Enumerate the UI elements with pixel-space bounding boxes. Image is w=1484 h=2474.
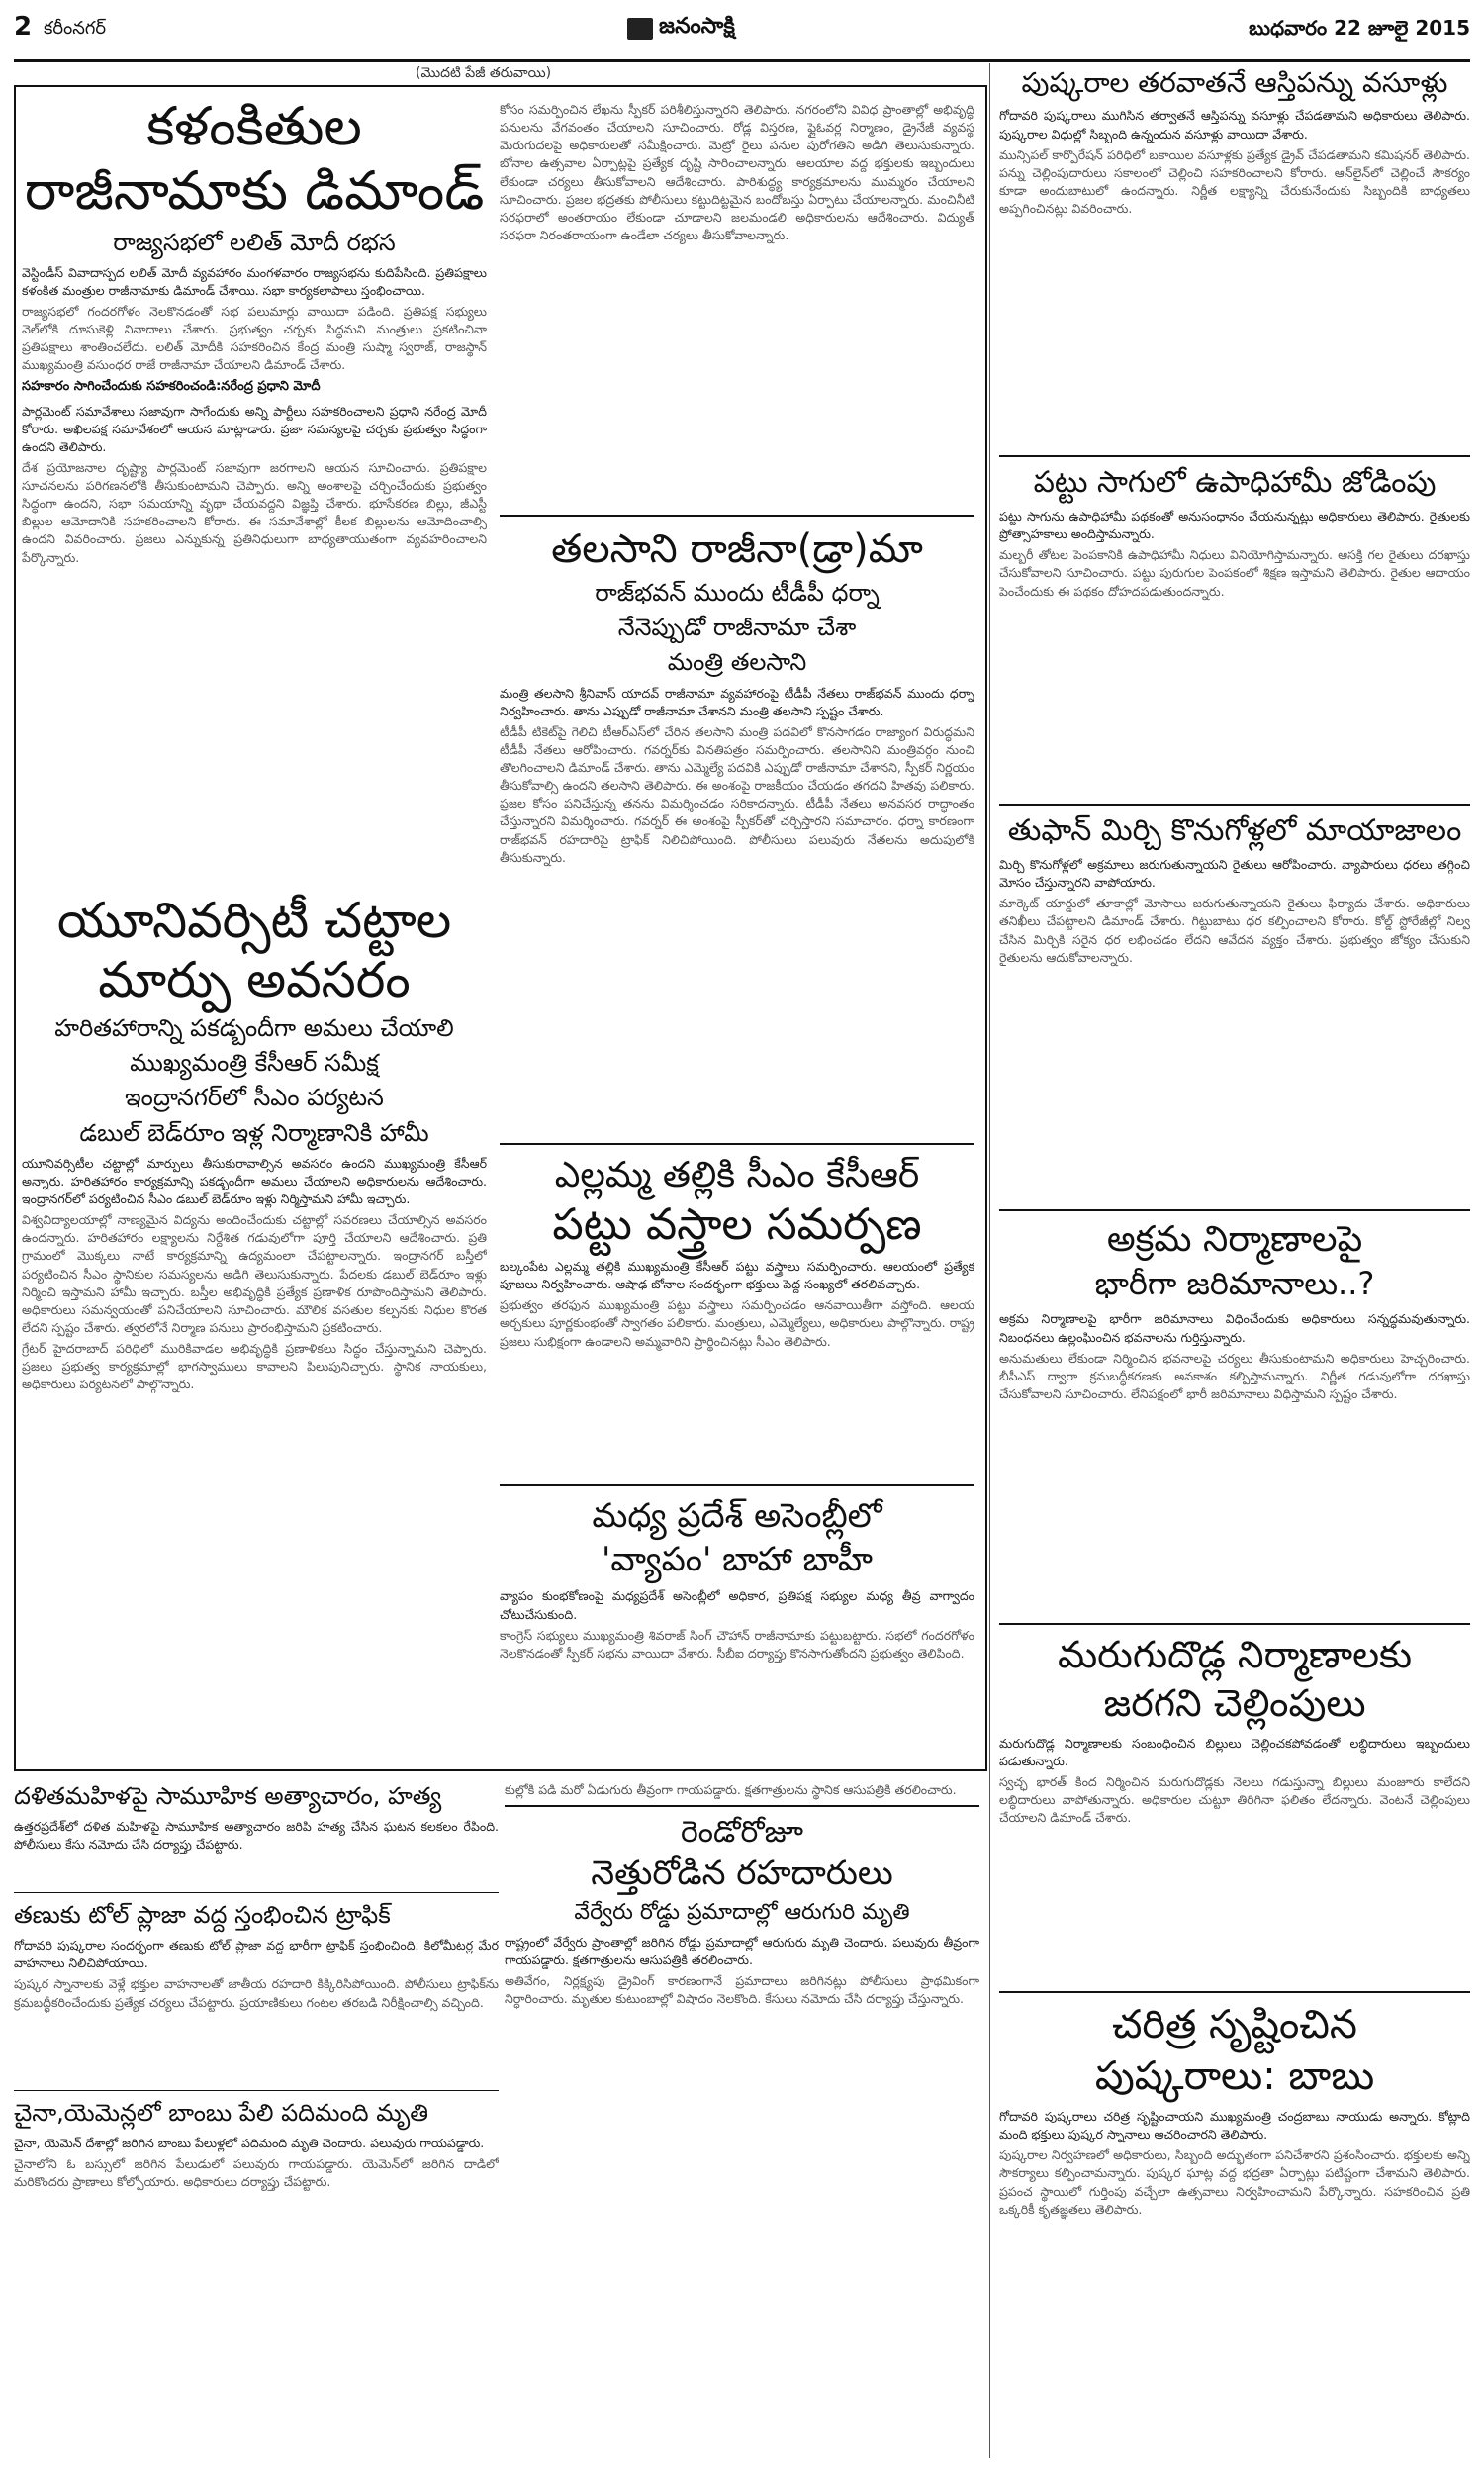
headline: పుష్కరాల తరవాతనే ఆస్తిపన్ను వసూళ్లు [1021, 66, 1448, 99]
story-kalankitula [22, 95, 487, 847]
headline-line2: నెత్తురోడిన రహదారులు [591, 1854, 893, 1894]
page-header [14, 8, 1470, 62]
headline-line2: రాజీనామాకు డిమాండ్ [24, 158, 485, 222]
headline-line1: కళంకితుల [146, 95, 362, 157]
story-body-2: పార్లమెంట్ సమావేశాలు సజావుగా సాగేందుకు అన్ని పార్టీలు సహకరించాలని ప్రధాని నరేంద్ర మోదీ కోరారు. అఖిలపక్ష సమావేశంలో ఆయన మాట్లాడారు. ప్రజా సమస్యలపై చర్చకు ప్రభుత్వం సిద్ధంగా ఉందని తెలిపారు. దేశ ప్రయోజనాల దృష్ట్యా పార్లమెంట్ సజావుగా జరగాలని ఆయన సూచించారు. ప్రతిపక్షాల సూచనలను పరిగణనలోకి తీసుకుంటామని చెప్పారు. అన్ని అంశాలపై చర్చించేందుకు ప్రభుత్వం సిద్ధంగా ఉందని, సభా సమయాన్ని వృథా చేయవద్దని విజ్ఞప్తి చేశారు. భూసేకరణ బిల్లు, జీఎస్టీ బిల్లుల ఆమోదానికి సహకరించాలని కోరారు. ఈ సమావేశాల్లో కీలక బిల్లులను ఆమోదించాల్సి ఉందని వివరించారు. ప్రజలు ఎన్నుకున్న ప్రతినిధులుగా బాధ్యతాయుతంగా వ్యవహరించాలని పేర్కొన్నారు. [22, 403, 487, 565]
divider [500, 1484, 974, 1486]
subheadline: రాజ్యసభలో లలిత్ మోదీ రభస [113, 228, 396, 256]
story-body: వ్యాపం కుంభకోణంపై మధ్యప్రదేశ్ అసెంబ్లీలో అధికార, ప్రతిపక్ష సభ్యుల మధ్య తీవ్ర వాగ్వాదం చోటుచేసుకుంది. కాంగ్రెస్ సభ్యులు ముఖ్యమంత్రి శివరాజ్ సింగ్ చౌహాన్ రాజీనామాకు పట్టుబట్టారు. సభలో గందరగోళం నెలకొనడంతో స్పీకర్ సభను వాయిదా వేశారు. సీబీఐ దర్యాప్తు కొనసాగుతోందని ప్రభుత్వం తెలిపింది. [500, 1588, 974, 1661]
story-body: బల్కంపేట ఎల్లమ్మ తల్లికి ముఖ్యమంత్రి కేసీఆర్ పట్టు వస్త్రాలు సమర్పించారు. ఆలయంలో ప్రత్యేక పూజలు నిర్వహించారు. ఆషాఢ బోనాల సందర్భంగా భక్తులు పెద్ద సంఖ్యలో తరలివచ్చారు. ప్రభుత్వం తరఫున ముఖ్యమంత్రి పట్టు వస్త్రాలు సమర్పించడం ఆనవాయితీగా వస్తోంది. ఆలయ అర్చకులు పూర్ణకుంభంతో స్వాగతం పలికారు. మంత్రులు, ఎమ్మెల్యేలు, అధికారులు పాల్గొన్నారు. రాష్ట్ర ప్రజలు సుభిక్షంగా ఉండాలని అమ్మవారిని ప్రార్థించినట్లు సీఎం తెలిపారు. [500, 1259, 974, 1349]
headline: చైనా,యెమెన్లలో బాంబు పేలి పదిమంది మృతి [14, 2099, 429, 2127]
masthead-logo-icon [627, 18, 653, 40]
section-name: కరీంనగర్ [44, 18, 106, 39]
story-property-tax [999, 65, 1470, 451]
headline: తలసాని రాజీనా(డ్రా)మా [551, 526, 923, 572]
issue-date: బుధవారం 22 జూలై 2015 [1249, 16, 1470, 40]
story-body: మరుగుదొడ్ల నిర్మాణాలకు సంబంధించిన బిల్లులు చెల్లించకపోవడంతో లబ్ధిదారులు ఇబ్బందులు పడుతున్నారు. స్వచ్ఛ భారత్ కింద నిర్మించిన మరుగుదొడ్లకు నెలలు గడుస్తున్నా బిల్లులు మంజూరు కాలేదని లబ్ధిదారులు వాపోతున్నారు. అధికారుల చుట్టూ తిరిగినా ఫలితం లేదన్నారు. వెంటనే చెల్లింపులు చేయాలని డిమాండ్ చేశారు. [999, 1735, 1470, 1826]
divider [999, 1623, 1470, 1625]
story-china-yemen [14, 2098, 499, 2256]
side-subhead: సహకారం సాగించేందుకు సహకరించండి:నరేంద్ర ప్రధాని మోదీ [22, 378, 321, 394]
subheadline-3: ఇంద్రానగర్‌లో సీఎం పర్యటన [125, 1084, 384, 1112]
headline-line1: రెండోరోజూ [681, 1815, 803, 1851]
continued-label: (మొదటి పేజీ తరువాయి) [416, 65, 552, 81]
story-body: మంత్రి తలసాని శ్రీనివాస్ యాదవ్ రాజీనామా వ్యవహారంపై టీడీపీ నేతలు రాజ్‌భవన్ ముందు ధర్నా నిర్వహించారు. తాను ఎప్పుడో రాజీనామా చేశానని మంత్రి తలసాని స్పష్టం చేశారు. టీడీపీ టికెట్‌పై గెలిచి టీఆర్‌ఎస్‌లో చేరిన తలసాని మంత్రి పదవిలో కొనసాగడం రాజ్యాంగ విరుద్ధమని టీడీపీ నేతలు ఆరోపించారు. గవర్నర్‌కు వినతిపత్రం సమర్పించారు. తలసానిని మంత్రివర్గం నుంచి తొలగించాలని డిమాండ్ చేశారు. తాను ఎమ్మెల్యే పదవికి ఎప్పుడో రాజీనామా చేశానని, స్పీకర్ నిర్ణయం తీసుకోవాల్సి ఉందని తలసాని తెలిపారు. ఈ అంశంపై రాజకీయం చేయడం తగదని హితవు పలికారు. ప్రజల కోసం పనిచేస్తున్న తనను విమర్శించడం సరికాదన్నారు. టీడీపీ నేతలు అనవసర రాద్ధాంతం చేస్తున్నారని విమర్శించారు. గవర్నర్ ఈ అంశంపై స్పీకర్‌తో చర్చిస్తారని సమాచారం. ధర్నా కారణంగా రాజ్‌భవన్ రహదారిపై ట్రాఫిక్ నిలిచిపోయింది. పోలీసులు పలువురు నేతలను అదుపులోకి తీసుకున్నారు. [500, 685, 974, 865]
divider [500, 515, 974, 517]
story-talasani [500, 524, 974, 1138]
subheadline: వేర్వేరు రోడ్డు ప్రమాదాల్లో ఆరుగురి మృతి [574, 1900, 910, 1926]
subheadline-1: రాజ్‌భవన్ ముందు టీడీపీ ధర్నా [595, 579, 880, 607]
headline-line2: జరగని చెల్లింపులు [1103, 1681, 1366, 1726]
divider [500, 1143, 974, 1145]
divider [999, 804, 1470, 806]
story-illegal-constructions [999, 1217, 1470, 1613]
divider [999, 1991, 1470, 1993]
story-body: వెస్టిండీస్ వివాదాస్పద లలిత్ మోదీ వ్యవహారం మంగళవారం రాజ్యసభను కుదిపేసింది. ప్రతిపక్షాలు కళంకిత మంత్రుల రాజీనామాకు డిమాండ్ చేశాయి. సభా కార్యకలాపాలు స్తంభించాయి. రాజ్యసభలో గందరగోళం నెలకొనడంతో సభ పలుమార్లు వాయిదా పడింది. ప్రతిపక్ష సభ్యులు వెల్‌లోకి దూసుకెళ్లి నినాదాలు చేశారు. ప్రభుత్వం చర్చకు సిద్ధమని మంత్రులు ప్రకటించినా ప్రతిపక్షాలు శాంతించలేదు. లలిత్ మోదీకి సహకరించిన కేంద్ర మంత్రి సుష్మా స్వరాజ్, రాజస్థాన్ ముఖ్యమంత్రి వసుంధర రాజే రాజీనామా చేయాలని డిమాండ్ చేశారు. [22, 264, 487, 373]
headline-line2: పుష్కరాలు: బాబు [1094, 2053, 1375, 2099]
story-talasani-top-body [500, 95, 974, 511]
story-vyapam [500, 1494, 974, 1761]
headline-line1: మరుగుదొడ్ల నిర్మాణాలకు [1057, 1633, 1413, 1676]
story-body: మిర్చి కొనుగోళ్లలో అక్రమాలు జరుగుతున్నాయని రైతులు ఆరోపించారు. వ్యాపారులు ధరలు తగ్గించి మోసం చేస్తున్నారని వాపోయారు. మార్కెట్ యార్డులో తూకాల్లో మోసాలు జరుగుతున్నాయని రైతులు ఫిర్యాదు చేశారు. అధికారులు తనిఖీలు చేపట్టాలని డిమాండ్ చేశారు. గిట్టుబాటు ధర కల్పించాలని కోరారు. కోల్డ్ స్టోరేజీల్లో నిల్వ చేసిన మిర్చికి సరైన ధర లభించడం లేదని ఆవేదన వ్యక్తం చేశారు. ప్రభుత్వం జోక్యం చేసుకుని రైతులను ఆదుకోవాలన్నారు. [999, 857, 1470, 965]
headline: తుఫాన్ మిర్చి కొనుగోళ్లలో మాయాజాలం [1007, 813, 1462, 848]
story-body: ఉత్తరప్రదేశ్‌లో దళిత మహిళపై సామూహిక అత్యాచారం జరిపి హత్య చేసిన ఘటన కలకలం రేపింది. పోలీసులు కేసు నమోదు చేసి దర్యాప్తు చేపట్టారు. [14, 1819, 499, 1853]
headline-line1: ఎల్లమ్మ తల్లికి సీఎం కేసీఆర్ [554, 1155, 920, 1195]
story-body: అక్రమ నిర్మాణాలపై భారీగా జరిమానాలు విధించేందుకు అధికారులు సన్నద్ధమవుతున్నారు. నిబంధనలు ఉల్లంఘించిన భవనాలను గుర్తిస్తున్నారు. అనుమతులు లేకుండా నిర్మించిన భవనాలపై చర్యలు తీసుకుంటామని అధికారులు హెచ్చరించారు. బీపీఎస్ ద్వారా క్రమబద్ధీకరణకు అవకాశం కల్పిస్తామన్నారు. నిర్ణీత గడువులోగా దరఖాస్తు చేసుకోవాలని సూచించారు. లేనిపక్షంలో భారీ జరిమానాలు విధిస్తామని స్పష్టం చేశారు. [999, 1311, 1470, 1401]
story-body: చైనా, యెమెన్ దేశాల్లో జరిగిన బాంబు పేలుళ్లలో పదిమంది మృతి చెందారు. పలువురు గాయపడ్డారు. చైనాలోని ఓ బస్సులో జరిగిన పేలుడులో పలువురు గాయపడ్డారు. యెమెన్‌లో జరిగిన దాడిలో మరికొందరు ప్రాణాలు కోల్పోయారు. అధికారులు దర్యాప్తు చేపట్టారు. [14, 2136, 499, 2190]
story-university-acts [22, 891, 487, 1761]
story-yellamma [500, 1153, 974, 1479]
story-body: కోసం సమర్పించిన లేఖను స్పీకర్ పరిశీలిస్తున్నారని తెలిపారు. నగరంలోని వివిధ ప్రాంతాల్లో అభివృద్ధి పనులను వేగవంతం చేయాలని సూచించారు. రోడ్ల విస్తరణ, ఫ్లైఓవర్ల నిర్మాణం, డ్రైనేజీ వ్యవస్థ మెరుగుదలపై అధికారులతో సమీక్షించారు. మెట్రో రైలు పనుల పురోగతిని అడిగి తెలుసుకున్నారు. బోనాల ఉత్సవాల ఏర్పాట్లపై ప్రత్యేక దృష్టి సారించాలన్నారు. ఆలయాల వద్ద భక్తులకు ఇబ్బందులు లేకుండా చర్యలు తీసుకోవాలని ఆదేశించారు. పారిశుద్ధ్య కార్యక్రమాలను ముమ్మరం చేయాలని సూచించారు. ప్రజల భద్రతకు పోలీసులు కట్టుదిట్టమైన బందోబస్తు ఏర్పాటు చేయాలన్నారు. మంచినీటి సరఫరాలో అంతరాయం లేకుండా చూడాలని జలమండలి అధికారులను ఆదేశించారు. విద్యుత్ సరఫరా నిరంతరాయంగా ఉండేలా చర్యలు తీసుకోవాలన్నారు. [500, 102, 974, 242]
divider [14, 2090, 499, 2091]
story-dalit-woman [14, 1781, 499, 1890]
divider [999, 455, 1470, 457]
headline: తణుకు టోల్ ప్లాజా వద్ద స్తంభించిన ట్రాఫిక్ [14, 1901, 391, 1929]
story-body: గోదావరి పుష్కరాలు ముగిసిన తర్వాతనే ఆస్తిపన్ను వసూళ్లు చేపడతామని అధికారులు తెలిపారు. పుష్కరాల విధుల్లో సిబ్బంది ఉన్నందున వసూళ్లు వాయిదా వేశారు. మున్సిపల్ కార్పొరేషన్ పరిధిలో బకాయిల వసూళ్లకు ప్రత్యేక డ్రైవ్ చేపడతామని కమిషనర్ తెలిపారు. పన్ను చెల్లింపుదారులు సకాలంలో చెల్లించి సహకరించాలని కోరారు. ఆన్‌లైన్‌లో చెల్లించే సౌకర్యం కూడా అందుబాటులో ఉందన్నారు. నిర్ణీత లక్ష్యాన్ని చేరుకునేందుకు సిబ్బందికి బాధ్యతలు అప్పగించినట్లు వివరించారు. [999, 108, 1470, 217]
story-body: గోదావరి పుష్కరాలు చరిత్ర సృష్టించాయని ముఖ్యమంత్రి చంద్రబాబు నాయుడు అన్నారు. కోట్లాది మంది భక్తులు పుష్కర స్నానాలు ఆచరించారని తెలిపారు. పుష్కరాల నిర్వహణలో అధికారులు, సిబ్బంది అద్భుతంగా పనిచేశారని ప్రశంసించారు. భక్తులకు అన్ని సౌకర్యాలు కల్పించామన్నారు. పుష్కర ఘాట్ల వద్ద భద్రతా ఏర్పాట్లు పటిష్టంగా చేశామని తెలిపారు. ప్రపంచ స్థాయిలో గుర్తింపు వచ్చేలా ఉత్సవాలు నిర్వహించామని పేర్కొన్నారు. సహకరించిన ప్రతి ఒక్కరికీ కృతజ్ఞతలు తెలిపారు. [999, 2109, 1470, 2217]
story-tanuku-toll [14, 1900, 499, 2088]
headline-line2: భారీగా జరిమానాలు..? [1094, 1264, 1375, 1302]
story-body: రాష్ట్రంలో వేర్వేరు ప్రాంతాల్లో జరిగిన రోడ్డు ప్రమాదాల్లో ఆరుగురు మృతి చెందారు. పలువురు తీవ్రంగా గాయపడ్డారు. క్షతగాత్రులను ఆసుపత్రికి తరలించారు. అతివేగం, నిర్లక్ష్యపు డ్రైవింగ్ కారణంగానే ప్రమాదాలు జరిగినట్లు పోలీసులు ప్రాథమికంగా నిర్ధారించారు. మృతుల కుటుంబాల్లో విషాదం నెలకొంది. కేసులు నమోదు చేసి దర్యాప్తు చేస్తున్నారు. [505, 1934, 979, 2007]
story-pushkaralu-history [999, 1999, 1470, 2454]
headline: పట్టు సాగులో ఉపాధిహామీ జోడింపు [1033, 465, 1437, 500]
subheadline-1: హరితహారాన్ని పకడ్బందీగా అమలు చేయాలి [54, 1014, 454, 1042]
masthead [627, 14, 735, 44]
story-road-accidents [505, 1781, 979, 2256]
headline: దళితమహిళపై సామూహిక అత్యాచారం, హత్య [14, 1782, 442, 1810]
column-divider [989, 63, 990, 2458]
divider [999, 1209, 1470, 1211]
headline-line1: చరిత్ర సృష్టించిన [1112, 2002, 1357, 2047]
subheadline-2: ముఖ్యమంత్రి కేసీఆర్ సమీక్ష [130, 1049, 379, 1078]
story-toilets [999, 1631, 1470, 1987]
subheadline-2: నేనెప్పుడో రాజీనామా చేశా [617, 614, 857, 642]
masthead-title: జనంసాక్షి [659, 14, 735, 39]
story-silk-farming [999, 463, 1470, 800]
headline-line2: పట్టు వస్త్రాల సమర్పణ [552, 1199, 922, 1250]
divider [14, 1892, 499, 1893]
story-body: పట్టు సాగును ఉపాధిహామీ పథకంతో అనుసంధానం చేయనున్నట్లు అధికారులు తెలిపారు. రైతులకు ప్రోత్సాహకాలు అందిస్తామన్నారు. మల్బరీ తోటల పెంపకానికి ఉపాధిహామీ నిధులు వినియోగిస్తామన్నారు. ఆసక్తి గల రైతులు దరఖాస్తు చేసుకోవాలని సూచించారు. పట్టు పురుగుల పెంపకంలో శిక్షణ ఇస్తామని తెలిపారు. రైతుల ఆదాయం పెంచేందుకు ఈ పథకం దోహదపడుతుందన్నారు. [999, 509, 1470, 599]
headline-line2: 'వ్యాపం' బాహా బాహీ [602, 1540, 873, 1580]
story-mirchi [999, 811, 1470, 1207]
subheadline-4: డబుల్ బెడ్‌రూం ఇళ్ల నిర్మాణానికి హామీ [79, 1118, 429, 1147]
headline-line1: యూనివర్సిటీ చట్టాల [56, 892, 452, 949]
subheadline-3: మంత్రి తలసాని [667, 648, 807, 677]
headline-line1: అక్రమ నిర్మాణాలపై [1106, 1219, 1363, 1260]
headline-line1: మధ్య ప్రదేశ్ అసెంబ్లీలో [592, 1496, 882, 1536]
headline-line2: మార్పు అవసరం [98, 951, 411, 1008]
story-body-lead: కుల్లోకి పడి మరో ఏడుగురు తీవ్రంగా గాయపడ్డారు. క్షతగాత్రులను స్థానిక ఆసుపత్రికి తరలించారు. [505, 1782, 957, 1797]
story-body: యూనివర్సిటీల చట్టాల్లో మార్పులు తీసుకురావాల్సిన అవసరం ఉందని ముఖ్యమంత్రి కేసీఆర్ అన్నారు. హరితహారం కార్యక్రమాన్ని పకడ్బందీగా అమలు చేయాలని అధికారులను ఆదేశించారు. ఇంద్రానగర్‌లో పర్యటించిన సీఎం డబుల్ బెడ్‌రూం ఇళ్లు నిర్మిస్తామని హామీ ఇచ్చారు. విశ్వవిద్యాలయాల్లో నాణ్యమైన విద్యను అందించేందుకు చట్టాల్లో సవరణలు చేయాల్సిన అవసరం ఉందన్నారు. హరితహారం లక్ష్యాలను నిర్దేశిత గడువులోగా పూర్తి చేయాలని ఆదేశించారు. ప్రతి గ్రామంలో మొక్కలు నాటే కార్యక్రమాన్ని ఉద్యమంలా చేపట్టాలన్నారు. ఇంద్రానగర్ బస్తీలో పర్యటించిన సీఎం స్థానికుల సమస్యలను అడిగి తెలుసుకున్నారు. పేదలకు డబుల్ బెడ్‌రూం ఇళ్లు నిర్మించి ఇస్తామని హామీ ఇచ్చారు. బస్తీల అభివృద్ధికి ప్రత్యేక ప్రణాళిక రూపొందిస్తామని తెలిపారు. అధికారులు సమన్వయంతో పనిచేయాలని సూచించారు. మౌలిక వసతుల కల్పనకు నిధుల కొరత లేదని స్పష్టం చేశారు. త్వరలోనే నిర్మాణ పనులు ప్రారంభిస్తామని ప్రకటించారు. గ్రేటర్ హైదరాబాద్ పరిధిలో మురికివాడల అభివృద్ధికి ప్రణాళికలు సిద్ధం చేస్తున్నామని చెప్పారు. ప్రజలు ప్రభుత్వ కార్యక్రమాల్లో భాగస్వాములు కావాలని పిలుపునిచ్చారు. స్థానిక నాయకులు, అధికారులు పర్యటనలో పాల్గొన్నారు. [22, 1155, 487, 1392]
story-body: గోదావరి పుష్కరాల సందర్భంగా తణుకు టోల్ ప్లాజా వద్ద భారీగా ట్రాఫిక్ స్తంభించింది. కిలోమీటర్ల మేర వాహనాలు నిలిచిపోయాయి. పుష్కర స్నానాలకు వెళ్లే భక్తుల వాహనాలతో జాతీయ రహదారి కిక్కిరిసిపోయింది. పోలీసులు ట్రాఫిక్‌ను క్రమబద్ధీకరించేందుకు ప్రత్యేక చర్యలు చేపట్టారు. ప్రయాణికులు గంటల తరబడి నిరీక్షించాల్సి వచ్చింది. [14, 1938, 499, 2010]
page-number: 2 [14, 12, 33, 42]
